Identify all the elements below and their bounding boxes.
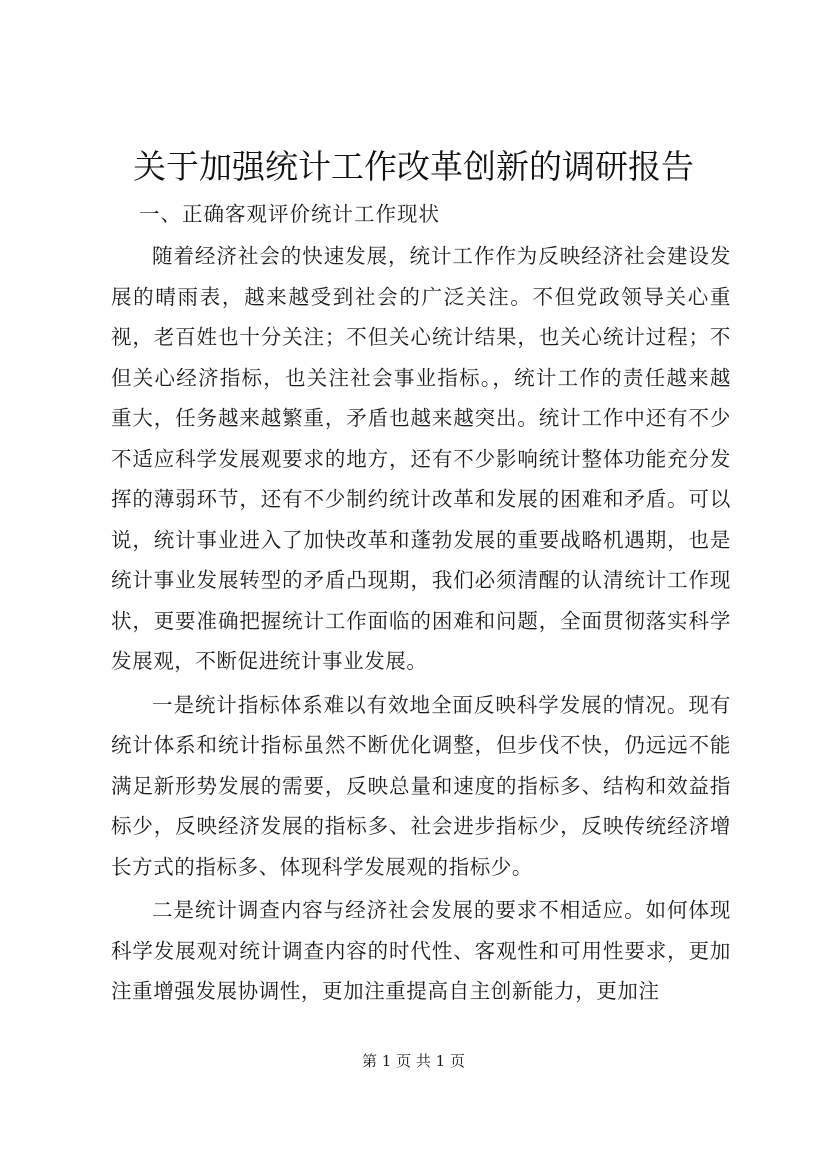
document-body	[111, 236, 731, 1012]
paragraph: 二是统计调查内容与经济社会发展的要求不相适应。如何体现科学发展观对统计调查内容的时代性、客观性和可用性要求，更加注重增强发展协调性，更加注重提高自主创新能力，更加注	[111, 898, 731, 1003]
paragraph: 随着经济社会的快速发展，统计工作作为反映经济社会建设发展的晴雨表，越来越受到社会的广泛关注。不但党政领导关心重视，老百姓也十分关注；不但关心统计结果，也关心统计过程；不但关心经济指标，也关注社会事业指标。，统计工作的责任越来越重大，任务越来越繁重，矛盾也越来越突出。统计工作中还有不少不适应科学发展观要求的地方，还有不少影响统计整体功能充分发挥的薄弱环节，还有不少制约统计改革和发展的困难和矛盾。可以说，统计事业进入了加快改革和蓬勃发展的重要战略机遇期，也是统计事业发展转型的矛盾凸现期，我们必须清醒的认清统计工作现状，更要准确把握统计工作面临的困难和问题，全面贯彻落实科学发展观，不断促进统计事业发展。	[111, 244, 731, 673]
document-title: 关于加强统计工作改革创新的调研报告	[133, 147, 694, 186]
paragraph: 一是统计指标体系难以有效地全面反映科学发展的情况。现有统计体系和统计指标虽然不断优化调整，但步伐不快，仍远远不能满足新形势发展的需要，反映总量和速度的指标多、结构和效益指标少，反映经济发展的指标多、社会进步指标少，反映传统经济增长方式的指标多、体现科学发展观的指标少。	[111, 692, 731, 879]
page-footer: 第 1 页 共 1 页	[362, 1052, 465, 1070]
section-heading: 一、正确客观评价统计工作现状	[139, 202, 440, 226]
